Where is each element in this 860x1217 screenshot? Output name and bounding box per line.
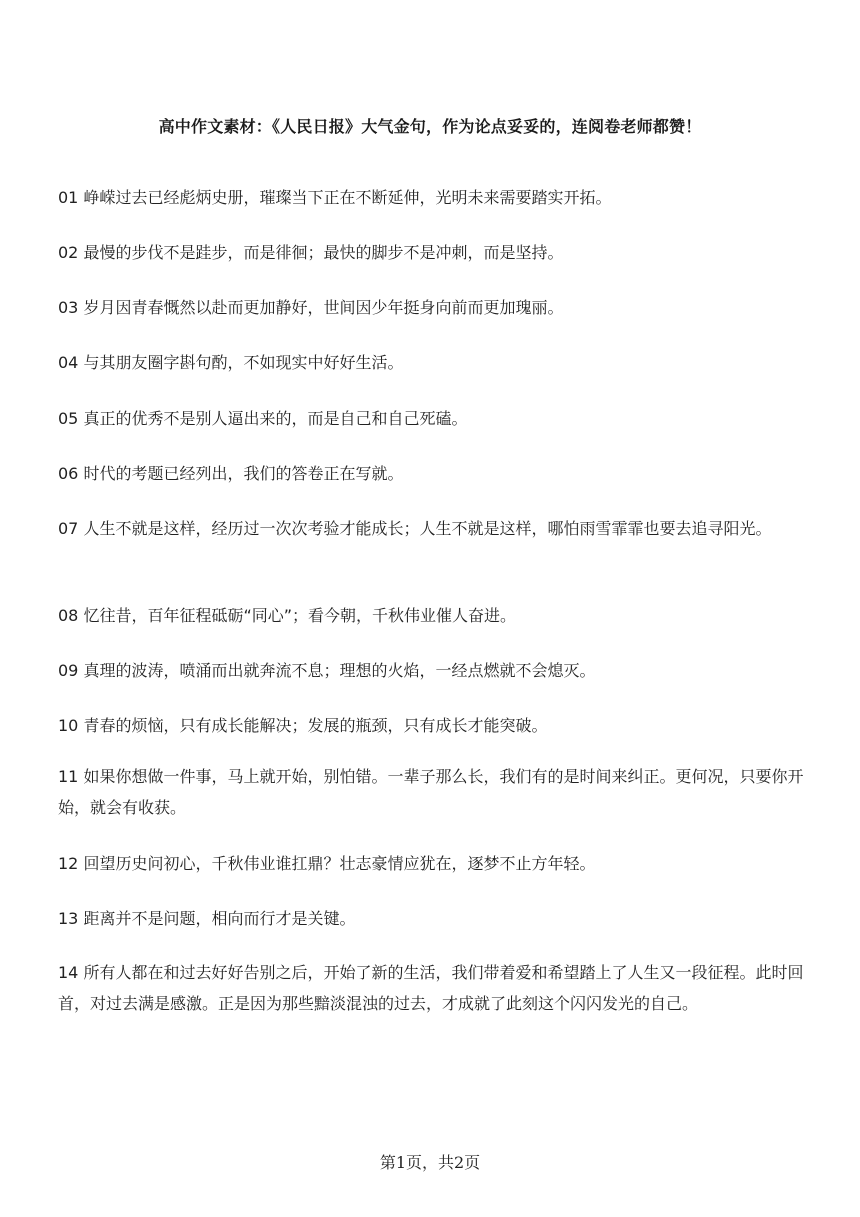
quote-07: 07 人生不就是这样，经历过一次次考验才能成长；人生不就是这样，哪怕雨雪霏霏也要去追寻阳光。 xyxy=(58,519,772,538)
quote-04: 04 与其朋友圈字斟句酌，不如现实中好好生活。 xyxy=(58,353,404,372)
quote-01: 01 峥嵘过去已经彪炳史册，璀璨当下正在不断延伸，光明未来需要踏实开拓。 xyxy=(58,188,612,207)
quote-13: 13 距离并不是问题，相向而行才是关键。 xyxy=(58,909,356,928)
quote-06: 06 时代的考题已经列出，我们的答卷正在写就。 xyxy=(58,464,404,483)
document-title: 高中作文素材：《人民日报》大气金句，作为论点妥妥的，连阅卷老师都赞！ xyxy=(158,117,702,136)
quote-09: 09 真理的波涛，喷涌而出就奔流不息；理想的火焰，一经点燃就不会熄灭。 xyxy=(58,661,596,680)
quote-10: 10 青春的烦恼，只有成长能解决；发展的瓶颈，只有成长才能突破。 xyxy=(58,716,548,735)
quote-02: 02 最慢的步伐不是跬步，而是徘徊；最快的脚步不是冲刺，而是坚持。 xyxy=(58,243,564,262)
quote-05: 05 真正的优秀不是别人逼出来的，而是自己和自己死磕。 xyxy=(58,409,468,428)
quote-14: 14 所有人都在和过去好好告别之后，开始了新的生活，我们带着爱和希望踏上了人生又一段征程。此时回首，对过去满是感激。正是因为那些黯淡混浊的过去，才成就了此刻这个闪闪发光的自己。 xyxy=(58,963,804,1013)
page-footer: 第1页，共2页 xyxy=(379,1153,481,1172)
quote-12: 12 回望历史问初心，千秋伟业谁扛鼎？壮志豪情应犹在，逐梦不止方年轻。 xyxy=(58,854,596,873)
quote-03: 03 岁月因青春慨然以赴而更加静好，世间因少年挺身向前而更加瑰丽。 xyxy=(58,298,564,317)
quote-08: 08 忆往昔，百年征程砥砺“同心”；看今朝，千秋伟业催人奋进。 xyxy=(58,606,517,625)
quote-11: 11 如果你想做一件事，马上就开始，别怕错。一辈子那么长，我们有的是时间来纠正。更何况，只要你开始，就会有收获。 xyxy=(58,767,804,817)
